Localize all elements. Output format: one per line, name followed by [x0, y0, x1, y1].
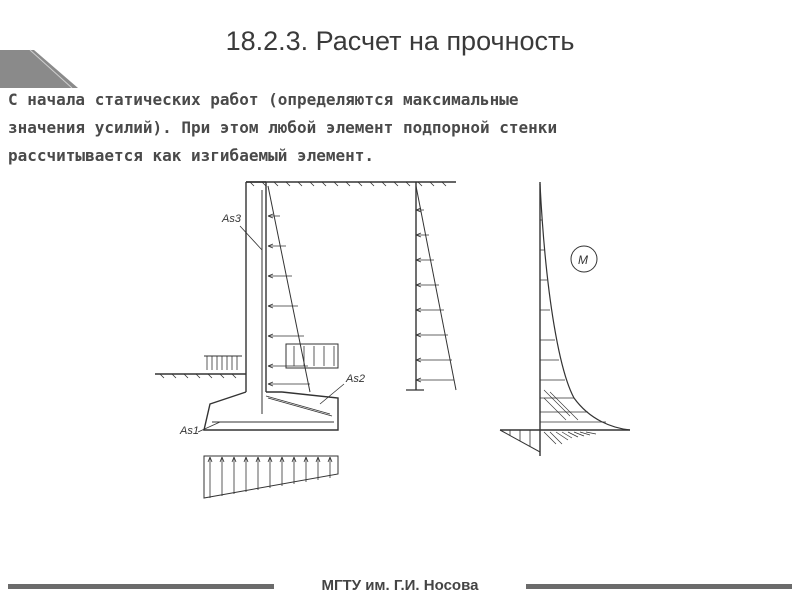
wall-stem: [246, 182, 266, 392]
label-as2: As2: [346, 373, 365, 385]
label-as3: As3: [222, 213, 241, 225]
label-moment: M: [578, 253, 588, 267]
body-line: значения усилий). При этом любой элемент подпорной стенки: [8, 118, 558, 137]
body-line: рассчитывается как изгибаемый элемент.: [8, 146, 375, 165]
body-line: С начала статических работ (определяются максимальные: [8, 90, 519, 109]
label-as1: As1: [180, 425, 199, 437]
footer-text: МГТУ им. Г.И. Носова: [321, 577, 479, 594]
slide-title: 18.2.3. Расчет на прочность: [225, 26, 575, 56]
